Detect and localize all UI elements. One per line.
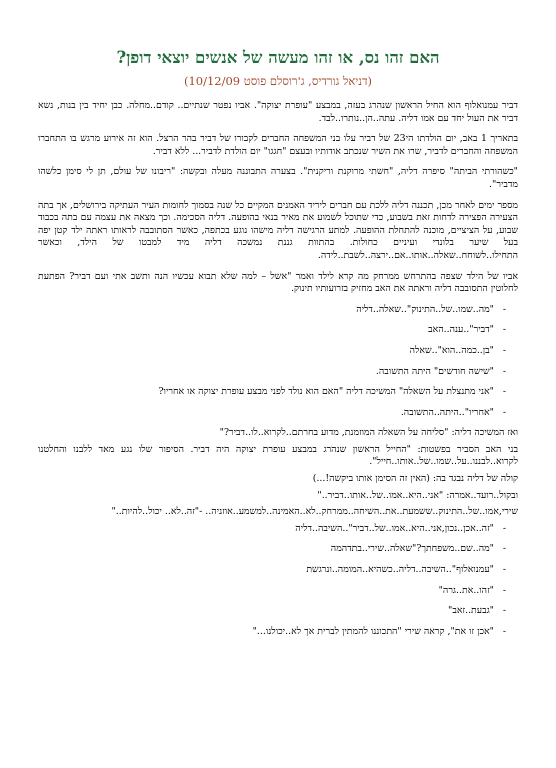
dialog-line: - "מה..שמו..של..התינוק"..שאלה..דליה	[38, 304, 504, 317]
paragraph-birthday: בתאריך 1 באב, יום הולדתו הי23 של דביר עלו בני המשפחה החברים לקבורו של דביר בהר הרצל. הוא זה אירוע מרגש בו התחברו המשפחה והחברים לדביר, שרו את השיר שנכתב אודותיו ובעצם "חגגו" יום הולדת לדביר... ללא דביר.	[38, 133, 519, 157]
paragraph-fair: מספר ימים לאחר מכן, תכננה דליה ללכת עם חברים ליריד האמנים המקיים כל שנה בסמוך לחומות העיר העתיקה בירושלים, אך בתה הצעירה הפצירה לדחות זאת בשבוע, כדי שתוכל לשמוע את מאיר בנאי בהופעה. דליה הסכימה. וכך מצאה את עצמה עם בתה בכבוד שבוע, על הציציים, מוכנה להתחלת ההופעה. למתע הרגישה דליה מישהו נוגע בכתפה, כאשר הסתובבה לראותו ראתה ילד קטן יפה בעל שיער בלונדי ועיניים כחולות. בהתוות גננת נמשכה דליה מיד למבטו של הילד, וכאשר התחילו..לשוחח..שאלה..אותו..אם..ירצה..לשבת..לידה.	[38, 199, 518, 261]
dialog-line: - "גבעת..זאב"	[38, 605, 504, 618]
paragraph-shiri: שירי,אמו..של..התינוק..ששמעת..את..השיחה..ממרחק..לא..האמינה..למשמע..אוזניה.. -"זה..לא.. יכול..להיות.."	[111, 506, 518, 518]
dialog-list-2	[38, 523, 518, 639]
dialog-line: - "אני מתנצלת על השאלה" המשיכה דליה "האם הוא נולד לפני מבצע עופרת יצוקה או אחריו?	[38, 386, 504, 399]
dialog-line: - "עמנואלוף"..השיבה..דליה..כשהיא..המומה..ונרגשת	[38, 564, 504, 577]
dialog-list-1	[38, 304, 518, 420]
dialog-line: - "אחריו"..היתה..התשובה.	[38, 407, 504, 420]
dialog-line: - "דביר"..ענה..האב	[38, 324, 504, 337]
dialog-line: - "אכן זו את", קראה שירי "התכוננו להמתין לברית אך לא..יכולנו..."	[38, 626, 504, 639]
paragraph-request: "כשהורתי הביתה" סיפרה דליה, "חשתי מרוקנת וריקנית". בצערה התבוננה מעלה ובקשה: "ריבונו של עולם, תן לי סימן כלשהו מדביר".	[38, 166, 518, 190]
page-title: האם זהו נס, או זהו מעשה של אנשים יוצאי דופן?	[116, 48, 440, 67]
paragraph-reveal: ובקול..רועד..אמרה: "אני..היא..אמו..של..אותו..דביר.."	[317, 489, 518, 501]
paragraph-father: אביו של הילד שצפה בהתרחש ממרחק מה קרא לילד ואמר "אשל – למה שלא תבוא עכשיו הנה ותשב אתי ועם דביר? הפתעת לחלוטין התסובבה דליה וראתה את האב מחזיק בזרועותיו תינוק.	[38, 270, 518, 295]
paragraph-question: ואז המשיכה דליה: "סליחה על השאלה המוזמנת, מדוע בחרתם..לקרוא..לו..דביר?"	[219, 427, 518, 439]
paragraph-explain: בני האב הסביר בפשטות: "החייל הראשון שנהרג במבצע עופרת יצוקה היה דביר. הסיפור שלו נגע מאד ללבנו והחלטנו לקרוא..לבננו..על..שמו..של..אותו..חייל".	[38, 443, 518, 468]
dialog-line: - "מה..שם..משפחתך?"שאלה..שירי..בתדהמה	[38, 543, 504, 556]
paragraph-sign: קולה של דליה נבגד בה: (האין זה הסימן אותו ביקשה!...)	[312, 473, 518, 485]
page-subtitle: (דניאל גורדיס, ג'רוסלם פוסט 10/12/09)	[183, 74, 373, 88]
dialog-line: - "שישה חודשים" היתה התשובה.	[38, 366, 504, 379]
paragraph-intro: דביר עמנואלוף הוא החיל הראשון שנהרג בעזה, במבצע "עופרת יצוקה". אביו נפטר שנתיים.. קודם..מחלה. כבן יחיד בין בנות, נשא דביר את העול יחד עם אמו דליה. עתה..הן..נותרו..לבד.	[38, 100, 518, 124]
dialog-line: - "בן..כמה..הוא"..שאלה	[38, 345, 504, 358]
dialog-line: - "זה..אכן..נכון,אני..היא..אמו..של..דביר"..השיבה..דליה	[38, 523, 504, 536]
dialog-line: - "זהו..את..גרה"	[38, 585, 504, 598]
